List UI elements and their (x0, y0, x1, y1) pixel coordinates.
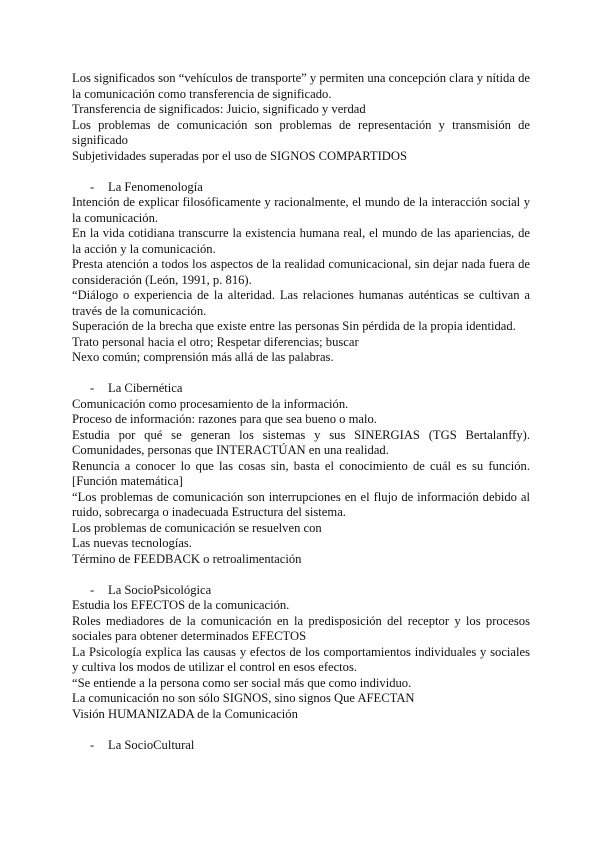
document-page (72, 71, 530, 753)
section-title: La Cibernética (108, 381, 183, 395)
body-paragraph: Nexo común; comprensión más allá de las palabras. (72, 350, 334, 364)
body-paragraph: Roles mediadores de la comunicación en la predisposición del receptor y los procesos sociales para obtener determinados EFECTOS (72, 613, 530, 643)
section-heading-fenomenologia (72, 180, 530, 196)
body-paragraph: Comunicación como procesamiento de la información. (72, 396, 349, 411)
body-paragraph: En la vida cotidiana transcurre la existencia humana real, el mundo de las apariencias, de la acción y la comunicación. (72, 226, 530, 256)
section-heading-cibernetica (72, 381, 530, 397)
intro-paragraph: Transferencia de significados: Juicio, significado y verdad (72, 102, 366, 116)
intro-paragraph: Subjetividades superadas por el uso de SIGNOS COMPARTIDOS (72, 148, 407, 163)
section-title: La SocioCultural (108, 737, 195, 752)
spacer (72, 366, 530, 382)
body-paragraph: Las nuevas tecnologías. (72, 536, 192, 550)
body-paragraph: “Se entiende a la persona como ser social más que como individuo. (72, 675, 412, 690)
body-paragraph: Presta atención a todos los aspectos de la realidad comunicacional, sin dejar nada fuera de consideración (León, 1991, p. 816). (72, 257, 530, 287)
bullet-dash: - (90, 737, 95, 752)
intro-paragraph: Los significados son “vehículos de transporte” y permiten una concepción clara y nítida de la comunicación como transferencia de significado. (72, 71, 530, 101)
spacer (72, 722, 530, 738)
body-paragraph: Trato personal hacia el otro; Respetar diferencias; buscar (72, 334, 359, 349)
spacer (72, 567, 530, 583)
body-paragraph: Estudia por qué se generan los sistemas y sus SINERGIAS (TGS Bertalanffy). Comunidades, personas que INTERACTÚAN en una realidad. (72, 427, 530, 457)
body-paragraph: Los problemas de comunicación se resuelven con (72, 520, 322, 535)
body-paragraph: Estudia los EFECTOS de la comunicación. (72, 598, 290, 612)
body-paragraph: Intención de explicar filosóficamente y racionalmente, el mundo de la interacción social y la comunicación. (72, 195, 530, 225)
body-paragraph: Superación de la brecha que existe entre las personas Sin pérdida de la propia identidad. (72, 319, 516, 333)
body-paragraph: “Diálogo o experiencia de la alteridad. Las relaciones humanas auténticas se cultivan a través de la comunicación. (72, 288, 530, 318)
spacer (72, 164, 530, 180)
body-paragraph: “Los problemas de comunicación son interrupciones en el flujo de información debido al ruido, sobrecarga o inadecuada Estructura del sistema. (72, 489, 530, 519)
body-paragraph: Renuncia a conocer lo que las cosas sin, basta el conocimiento de cuál es su función. [Función matemática] (72, 458, 530, 488)
body-paragraph: Término de FEEDBACK o retroalimentación (72, 551, 302, 566)
body-paragraph: La comunicación no son sólo SIGNOS, sino signos Que AFECTAN (72, 691, 415, 705)
body-paragraph: La Psicología explica las causas y efectos de los comportamientos individuales y sociales y cultiva los modos de utilizar el control en esos efectos. (72, 644, 530, 674)
bullet-dash: - (90, 381, 95, 395)
section-title: La SocioPsicológica (108, 582, 212, 597)
section-title: La Fenomenología (108, 179, 203, 194)
body-paragraph: Visión HUMANIZADA de la Comunicación (72, 706, 298, 721)
bullet-dash: - (90, 582, 95, 597)
bullet-dash: - (90, 179, 95, 194)
section-heading-sociocultural (72, 738, 530, 754)
intro-paragraph: Los problemas de comunicación son problemas de representación y transmisión de significado (72, 117, 530, 147)
body-paragraph: Proceso de información: razones para que sea bueno o malo. (72, 412, 377, 426)
section-heading-sociopsicologica (72, 583, 530, 599)
